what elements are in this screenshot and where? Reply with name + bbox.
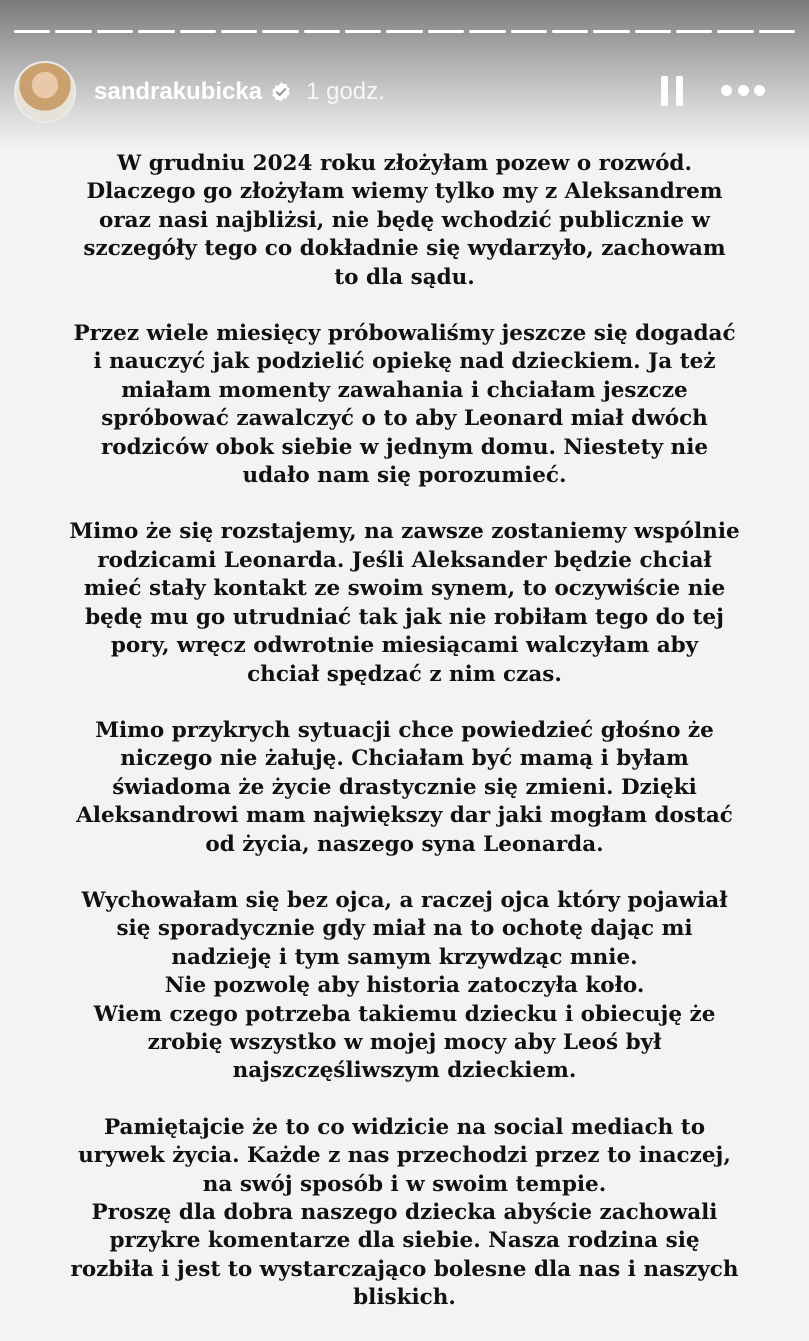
progress-segment <box>345 30 381 33</box>
text-line: nadzieję i tym samym krzywdząc mnie. <box>171 944 638 970</box>
progress-segment <box>55 30 91 33</box>
progress-segment <box>14 30 50 33</box>
username[interactable]: sandrakubicka <box>94 78 263 105</box>
text-line: Proszę dla dobra naszego dziecka abyście zachowali <box>91 1200 718 1225</box>
text-line: szczegóły tego co dokładnie się wydarzyło, zachowam <box>83 236 726 262</box>
text-line: Pamiętajcie że to co widzicie na social mediach to <box>103 1114 706 1140</box>
story-header <box>14 60 795 124</box>
progress-segment <box>552 30 588 33</box>
text-line: świadoma że życie drastycznie się zmieni. Dzięki <box>112 774 697 800</box>
text-line: na swój sposób i w swoim tempie. <box>202 1171 607 1197</box>
text-line: się sporadycznie gdy miał na to ochotę dając mi <box>116 916 693 942</box>
text-line: Przez wiele miesięcy próbowaliśmy jeszcze się dogadać <box>73 321 736 347</box>
text-line: od życia, naszego syna Leonarda. <box>205 831 604 857</box>
progress-segment <box>593 30 629 33</box>
text-line: Mimo że się rozstajemy, na zawsze zostaniemy wspólnie <box>69 519 740 545</box>
progress-segment <box>138 30 174 33</box>
story-progress-bar <box>14 30 795 34</box>
text-line: to dla sądu. <box>334 264 475 290</box>
text-line: Dlaczego go złożyłam wiemy tylko my z Aleksandrem <box>86 179 723 205</box>
text-line: oraz nasi najbliżsi, nie będę wchodzić publicznie w <box>98 207 710 233</box>
text-line: spróbować zawalczyć o to aby Leonard miał dwóch <box>101 406 708 432</box>
text-line: Wiem czego potrzeba takiemu dziecku i obiecuję że <box>93 1001 716 1027</box>
paragraph <box>40 1114 769 1313</box>
text-line: niczego nie żałuję. Chciałam być mamą i byłam <box>120 746 689 772</box>
progress-segment <box>386 30 422 33</box>
progress-segment <box>180 30 216 33</box>
text-line: miałam momenty zawahania i chciałam jeszcze <box>121 377 688 403</box>
progress-segment <box>428 30 464 33</box>
text-line: chciał spędzać z nim czas. <box>247 661 562 687</box>
post-time: 1 godz. <box>306 78 385 105</box>
story-text <box>40 150 769 1341</box>
progress-segment <box>635 30 671 33</box>
progress-segment <box>304 30 340 33</box>
paragraph <box>40 320 769 490</box>
text-line: przykre komentarze dla siebie. Nasza rodzina się <box>109 1228 700 1254</box>
verified-badge-icon <box>270 81 292 103</box>
paragraph <box>40 717 769 859</box>
progress-segment <box>262 30 298 33</box>
text-line: będę mu go utrudniać tak jak nie robiłam tego do tej <box>85 604 724 630</box>
progress-segment <box>676 30 712 33</box>
paragraph <box>40 518 769 688</box>
avatar[interactable] <box>14 61 76 123</box>
text-line: najszczęśliwszym dzieckiem. <box>232 1058 577 1084</box>
text-line: rodziców obok siebie w jednym domu. Niestety nie <box>100 434 709 460</box>
text-line: mieć stały kontakt ze swoim synem, to oczywiście nie <box>83 576 726 602</box>
text-line: udało nam się porozumieć. <box>242 463 567 489</box>
text-line: W grudniu 2024 roku złożyłam pozew o rozwód. <box>117 151 692 176</box>
progress-segment <box>97 30 133 33</box>
text-line: rozbiła i jest to wystarczająco bolesne dla nas i naszych <box>70 1256 739 1282</box>
text-line: urywek życia. Każde z nas przechodzi przez to inaczej, <box>78 1143 731 1169</box>
text-line: i nauczyć jak podzielić opiekę nad dzieckiem. Ja też <box>93 349 716 375</box>
text-line: rodzicami Leonarda. Jeśli Aleksander będzie chciał <box>97 547 712 573</box>
paragraph <box>40 150 769 292</box>
text-line: Wychowałam się bez ojca, a raczej ojca który pojawiał <box>81 887 728 913</box>
text-line: Nie pozwolę aby historia zatoczyła koło. <box>164 973 645 999</box>
pause-icon[interactable] <box>661 76 683 106</box>
progress-segment <box>717 30 753 33</box>
progress-segment <box>759 30 795 33</box>
text-line: zrobię wszystko w mojej mocy aby Leoś był <box>147 1029 662 1055</box>
paragraph <box>40 887 769 1086</box>
text-line: Aleksandrowi mam największy dar jaki mogłam dostać <box>76 803 733 829</box>
text-line: Mimo przykrych sytuacji chce powiedzieć głośno że <box>95 717 714 743</box>
progress-segment <box>221 30 257 33</box>
progress-segment <box>511 30 547 33</box>
text-line: pory, wręcz odwrotnie miesiącami walczyłam aby <box>110 633 699 659</box>
text-line: bliskich. <box>353 1285 456 1311</box>
progress-segment <box>469 30 505 33</box>
more-options-icon[interactable] <box>721 83 765 97</box>
